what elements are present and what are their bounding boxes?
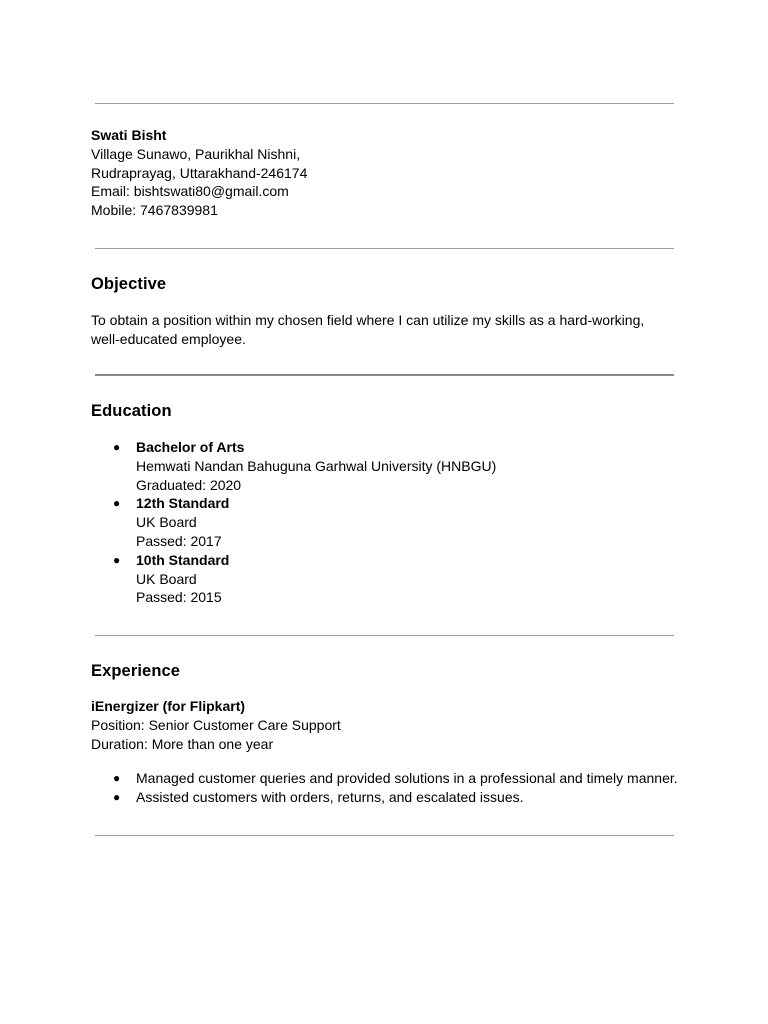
- bullet-icon: ●: [113, 496, 121, 511]
- education-title: 10th Standard: [136, 551, 230, 568]
- education-detail: UK Board: [136, 514, 197, 531]
- contact-name: Swati Bisht: [91, 127, 167, 143]
- divider-after-contact: [95, 248, 674, 249]
- education-date: Passed: 2015: [136, 589, 222, 606]
- experience-heading: Experience: [91, 662, 181, 680]
- duty-item: [91, 788, 731, 807]
- education-heading: Education: [91, 402, 172, 420]
- education-item: [91, 494, 731, 550]
- bullet-icon: ●: [113, 771, 121, 785]
- education-list: [91, 438, 731, 607]
- experience-company: iEnergizer (for Flipkart): [91, 698, 246, 714]
- bullet-icon: ●: [113, 789, 121, 804]
- divider-top: [95, 103, 674, 104]
- bullet-icon: ●: [113, 440, 121, 454]
- experience-duties-list: [91, 769, 731, 807]
- duty-text: Assisted customers with orders, returns, and escalated issues.: [136, 788, 524, 805]
- education-detail: Hemwati Nandan Bahuguna Garhwal University (HNBGU): [136, 457, 497, 474]
- experience-block: [91, 697, 691, 753]
- objective-text-line2: well-educated employee.: [91, 330, 246, 347]
- duty-text: Managed customer queries and provided solutions in a professional and timely manner.: [136, 770, 678, 786]
- divider-after-objective: [95, 374, 674, 376]
- contact-block: [91, 126, 691, 220]
- contact-email: Email: bishtswati80@gmail.com: [91, 183, 289, 200]
- education-detail: UK Board: [136, 570, 197, 587]
- education-title: 12th Standard: [136, 495, 230, 512]
- objective-text-line1: To obtain a position within my chosen field where I can utilize my skills as a hard-working,: [91, 312, 645, 328]
- divider-after-experience: [95, 835, 674, 836]
- experience-duration: Duration: More than one year: [91, 735, 274, 752]
- education-date: Passed: 2017: [136, 532, 222, 549]
- contact-address-line2: Rudraprayag, Uttarakhand-246174: [91, 164, 308, 181]
- education-date: Graduated: 2020: [136, 476, 242, 493]
- bullet-icon: ●: [113, 552, 121, 567]
- education-item: [91, 438, 731, 494]
- education-title: Bachelor of Arts: [136, 439, 245, 455]
- duty-item: [91, 769, 731, 788]
- objective-heading: Objective: [91, 275, 167, 293]
- contact-address-line1: Village Sunawo, Paurikhal Nishni,: [91, 145, 301, 162]
- education-item: [91, 551, 731, 607]
- objective-text: [91, 311, 691, 349]
- divider-after-education: [95, 635, 674, 636]
- experience-position: Position: Senior Customer Care Support: [91, 716, 341, 733]
- contact-mobile: Mobile: 7467839981: [91, 202, 218, 219]
